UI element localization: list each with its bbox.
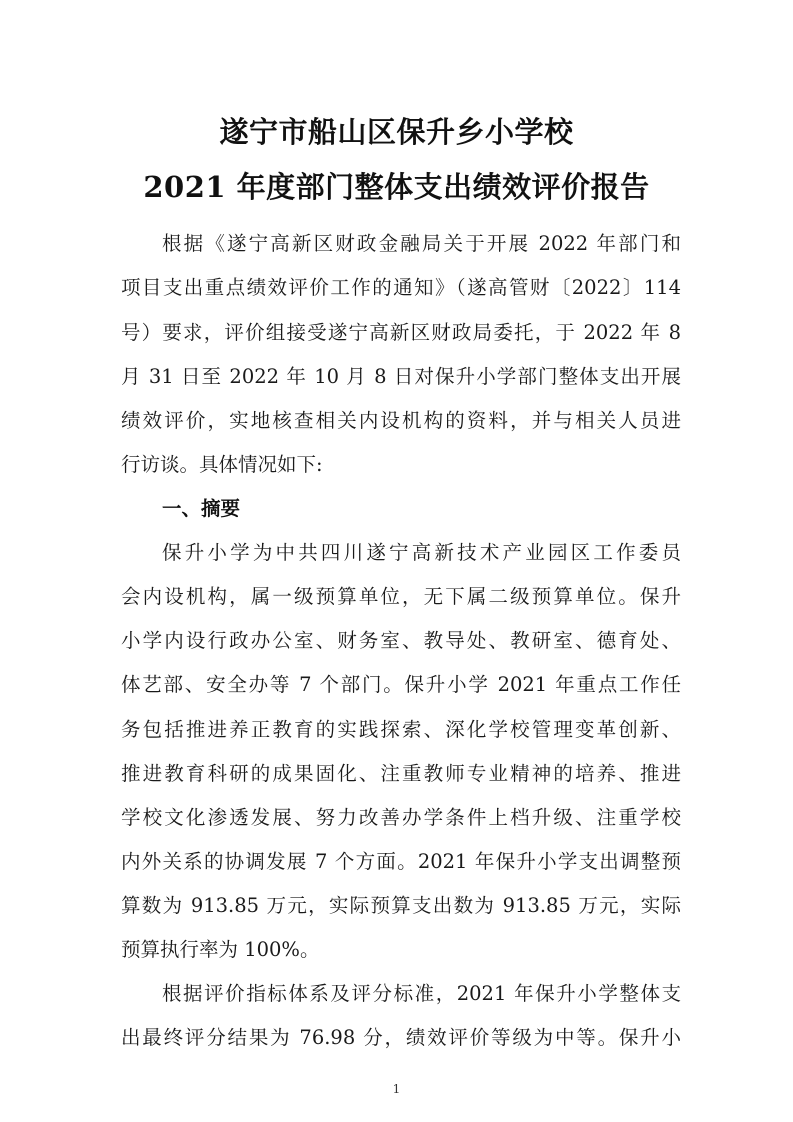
- summary-line: 体艺部、安全办等 7 个部门。保升小学 2021 年重点工作任: [121, 673, 681, 696]
- document-title-line-2: 2021 年度部门整体支出绩效评价报告: [143, 170, 650, 204]
- summary-line: 保升小学为中共四川遂宁高新技术产业园区工作委员: [162, 541, 681, 564]
- intro-line: 绩效评价，实地核查相关内设机构的资料，并与相关人员进: [121, 409, 681, 432]
- page-number: 1: [392, 1082, 401, 1096]
- intro-line: 行访谈。具体情况如下:: [121, 453, 323, 476]
- intro-line: 根据《遂宁高新区财政金融局关于开展 2022 年部门和: [162, 232, 681, 255]
- summary-line: 出最终评分结果为 76.98 分，绩效评价等级为中等。保升小: [121, 1026, 681, 1049]
- summary-line: 会内设机构，属一级预算单位，无下属二级预算单位。保升: [121, 585, 681, 608]
- summary-line: 推进教育科研的成果固化、注重教师专业精神的培养、推进: [121, 762, 681, 785]
- summary-line: 根据评价指标体系及评分标准，2021 年保升小学整体支: [162, 982, 681, 1005]
- summary-line: 算数为 913.85 万元，实际预算支出数为 913.85 万元，实际: [121, 894, 681, 917]
- intro-line: 项目支出重点绩效评价工作的通知》（遂高管财〔2022〕114: [121, 276, 681, 299]
- intro-line: 月 31 日至 2022 年 10 月 8 日对保升小学部门整体支出开展: [121, 365, 681, 388]
- intro-line: 号）要求，评价组接受遂宁高新区财政局委托，于 2022 年 8: [121, 321, 681, 344]
- summary-line: 小学内设行政办公室、财务室、教导处、教研室、德育处、: [121, 629, 681, 652]
- summary-line: 预算执行率为 100%。: [121, 938, 320, 961]
- summary-line: 学校文化渗透发展、努力改善办学条件上档升级、注重学校: [121, 806, 681, 829]
- document-title-line-1: 遂宁市船山区保升乡小学校: [219, 115, 574, 149]
- summary-line: 务包括推进养正教育的实践探索、深化学校管理变革创新、: [121, 718, 681, 741]
- summary-line: 内外关系的协调发展 7 个方面。2021 年保升小学支出调整预: [121, 850, 681, 873]
- section-heading-summary: 一、摘要: [162, 497, 241, 520]
